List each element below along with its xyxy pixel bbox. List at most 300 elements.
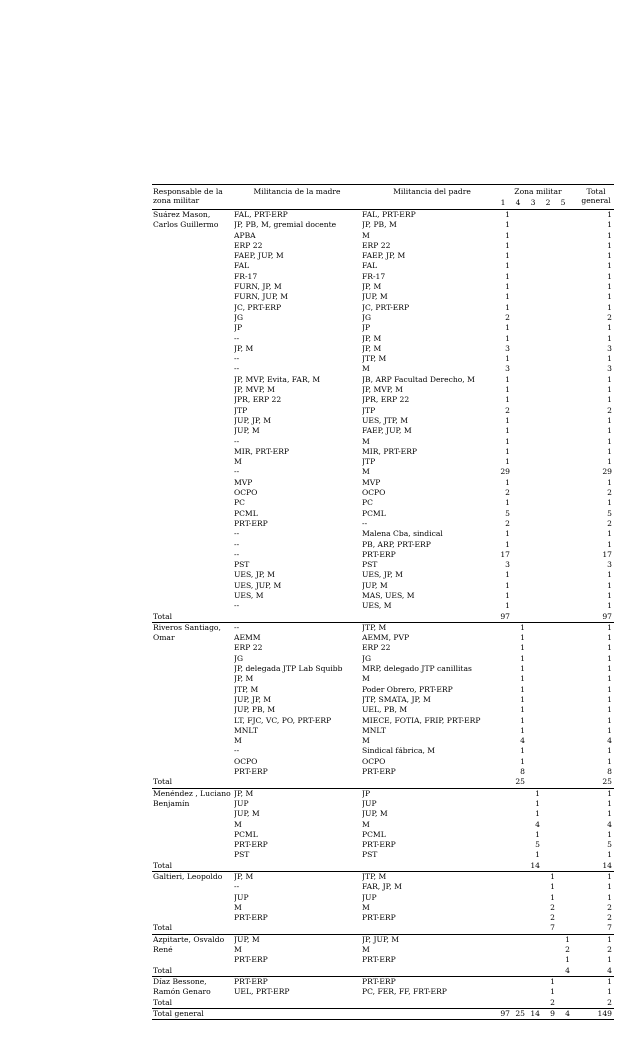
row-total: 1 [607,622,612,632]
militancia-padre: FAL [362,261,378,271]
row-total: 3 [607,343,612,353]
militancia-madre: PC [234,498,245,508]
row-total: 1 [607,788,612,798]
row-total: 1 [607,292,612,302]
row-total: 1 [607,829,612,839]
table-row [152,210,614,220]
zone-count: 1 [505,395,510,405]
table-row [152,664,614,674]
militancia-madre: M [234,819,242,829]
militancia-madre: JTP, M [234,684,259,694]
militancia-madre: JP, M [234,872,254,881]
table-row [152,945,614,955]
block-total-row [152,777,614,787]
table-row [152,560,614,570]
block-total-zone: 7 [550,923,555,933]
row-total: 2 [607,405,612,415]
block-total-zone: 25 [515,777,525,787]
table-row [152,437,614,447]
militancia-padre: PRT-ERP [362,840,396,850]
block-total-row [152,998,614,1008]
table-row [152,726,614,736]
militancia-padre: JP, JUP, M [362,934,400,944]
militancia-padre: ERP 22 [362,643,391,653]
table-row [152,385,614,395]
row-total: 2 [607,312,612,322]
militancia-madre: FAL [234,261,250,271]
militancia-padre: MRP, delegado JTP canillitas [362,664,472,674]
zone-count: 1 [505,426,510,436]
militancia-padre: JUP [362,798,377,808]
zone-count: 1 [505,570,510,580]
row-total: 4 [607,736,612,746]
block-total-value: 97 [602,611,612,621]
militancia-table [152,184,614,1020]
militancia-madre: JUP, M [234,809,260,819]
table-row [152,695,614,705]
militancia-madre: ERP 22 [234,643,263,653]
table-row [152,241,614,251]
zone-count: 1 [505,282,510,292]
militancia-padre: JP, M [362,343,382,353]
zone-count: 1 [505,477,510,487]
zone-count: 1 [520,705,525,715]
militancia-madre: JP, MVP, Evita, FAR, M [234,374,321,384]
militancia-madre: APBA [234,230,256,240]
zone-count: 1 [505,271,510,281]
grand-total-label: Total general [153,1008,204,1018]
militancia-madre: MNLT [234,725,258,735]
row-total: 1 [607,230,612,240]
table-row [152,478,614,488]
militancia-padre: JB, ARP Facultad Derecho, M [362,374,475,384]
militancia-madre: AEMM [234,633,261,643]
militancia-madre: ERP 22 [234,240,263,250]
block-total-row [152,966,614,976]
table-row [152,426,614,436]
militancia-padre: PRT-ERP [362,955,396,965]
table-row [152,674,614,684]
table-row [152,716,614,726]
zone-count: 4 [535,819,540,829]
table-row [152,231,614,241]
zone-count: 1 [520,746,525,756]
militancia-padre: MNLT [362,725,386,735]
table-row [152,955,614,965]
militancia-padre: PCML [362,508,386,518]
table-row [152,987,614,997]
militancia-padre: M [362,230,370,240]
row-total: 1 [607,934,612,944]
row-total: 1 [607,415,612,425]
zone-count: 1 [505,240,510,250]
militancia-madre: JC, PRT-ERP [234,302,282,312]
militancia-madre: MVP [234,477,253,487]
header-zone-5: 5 [560,198,566,207]
militancia-madre: -- [234,436,240,446]
responsable-name: Suárez Mason, Carlos Guillermo [153,210,219,229]
row-total: 2 [607,488,612,498]
row-total: 17 [602,549,612,559]
block-total-row [152,861,614,871]
zone-count: 1 [505,498,510,508]
header-madre: Militancia de la madre [253,187,341,196]
row-total: 1 [607,385,612,395]
zone-count: 1 [505,601,510,611]
table-row [152,913,614,923]
responsable-block [152,622,614,788]
table-row [152,550,614,560]
header-zone-1: 1 [500,198,506,207]
militancia-padre: M [362,819,370,829]
militancia-padre: JP, M [362,333,382,343]
zone-count: 2 [505,488,510,498]
table-row [152,840,614,850]
militancia-padre: JUP, M [362,580,388,590]
row-total: 8 [607,767,612,777]
militancia-padre: JTP, M [362,354,387,364]
militancia-madre: -- [234,549,240,559]
zone-count: 1 [520,674,525,684]
table-row [152,251,614,261]
zone-count: 1 [565,934,570,944]
zone-count: 1 [550,892,555,902]
militancia-madre: JUP, M [234,934,260,944]
grand-total-row [152,1008,614,1020]
row-total: 1 [607,436,612,446]
militancia-madre: JUP, PB, M [234,705,276,715]
header-zona: Zona militar [514,187,562,196]
table-row [152,643,614,653]
block-total-label: Total [153,860,173,870]
zone-count: 1 [505,446,510,456]
table-row [152,935,614,945]
zone-count: 1 [535,809,540,819]
militancia-madre: FURN, JP, M [234,282,282,292]
zone-count: 3 [505,560,510,570]
militancia-padre: UES, JTP, M [362,415,408,425]
militancia-padre: MVP [362,477,381,487]
militancia-padre: AEMM, PVP [362,633,410,643]
militancia-padre: JG [362,312,372,322]
militancia-madre: JP, PB, M, gremial docente [234,220,337,230]
militancia-padre: JUP [362,892,377,902]
block-total-label: Total [153,923,173,933]
zone-count: 1 [505,539,510,549]
militancia-madre: -- [234,622,240,632]
zone-count: 1 [520,622,525,632]
militancia-madre: PCML [234,829,258,839]
table-row [152,570,614,580]
table-row [152,601,614,611]
table-row [152,467,614,477]
militancia-padre: PST [362,560,378,570]
zone-count: 1 [520,664,525,674]
zone-count: 1 [520,643,525,653]
responsable-name: Díaz Bessone, Ramón Genaro [153,976,211,996]
row-total: 5 [607,508,612,518]
militancia-padre: JTP [362,405,376,415]
table-row [152,261,614,271]
militancia-madre: PST [234,560,250,570]
responsable-block [152,210,614,622]
row-total: 1 [607,850,612,860]
grand-total-zone-5: 4 [565,1008,570,1018]
militancia-padre: PRT-ERP [362,767,396,777]
militancia-padre: M [362,467,370,477]
row-total: 2 [607,913,612,923]
militancia-padre: UES, M [362,601,392,611]
block-total-zone: 4 [565,965,570,975]
row-total: 1 [607,580,612,590]
row-total: 1 [607,354,612,364]
zone-count: 1 [520,725,525,735]
table-row [152,498,614,508]
table-header [152,184,614,210]
header-zone-2: 2 [545,198,551,207]
responsable-name: Azpitarte, Osvaldo René [153,934,225,954]
table-row [152,809,614,819]
zone-count: 1 [550,987,555,997]
militancia-padre: JP [362,788,371,798]
militancia-madre: JUP, M [234,426,260,436]
militancia-padre: M [362,902,370,912]
zone-count: 1 [505,261,510,271]
militancia-padre: JUP, M [362,292,388,302]
grand-total-zone-4: 25 [515,1008,525,1018]
table-row [152,529,614,539]
militancia-padre: JTP [362,457,376,467]
militancia-padre: FAEP, JUP, M [362,426,412,436]
table-row [152,406,614,416]
row-total: 1 [607,756,612,766]
row-total: 1 [607,892,612,902]
responsable-block [152,934,614,976]
militancia-padre: JUP, M [362,809,388,819]
responsable-name: Riveros Santiago, Omar [153,622,221,642]
row-total: 1 [607,210,612,219]
zone-count: 2 [505,312,510,322]
militancia-padre: M [362,364,370,374]
militancia-madre: JG [234,653,244,663]
zone-count: 3 [505,343,510,353]
block-total-label: Total [153,965,173,975]
table-row [152,591,614,601]
militancia-madre: -- [234,882,240,892]
row-total: 1 [607,705,612,715]
grand-total-zone-1: 97 [500,1008,510,1018]
zone-count: 1 [535,850,540,860]
row-total: 4 [607,819,612,829]
table-row [152,354,614,364]
militancia-padre: JP, PB, M [362,220,397,230]
militancia-padre: JP [362,323,371,333]
militancia-madre: -- [234,539,240,549]
militancia-madre: OCPO [234,488,258,498]
row-total: 1 [607,302,612,312]
row-total: 1 [607,240,612,250]
militancia-madre: PRT-ERP [234,518,268,528]
row-total: 1 [607,664,612,674]
row-total: 1 [607,872,612,881]
militancia-padre: JTP, M [362,622,387,632]
militancia-padre: PC [362,498,373,508]
militancia-madre: -- [234,333,240,343]
table-row [152,220,614,230]
block-total-label: Total [153,997,173,1007]
militancia-madre: UES, JP, M [234,570,275,580]
block-total-zone: 2 [550,997,555,1007]
militancia-padre: PC, FER, FF, FRT-ERP [362,987,447,997]
table-row [152,799,614,809]
grand-total-zone-2: 9 [550,1008,555,1018]
row-total: 1 [607,809,612,819]
row-total: 1 [607,477,612,487]
header-responsable: Responsable de la zona militar [153,187,223,205]
row-total: 1 [607,570,612,580]
table-row [152,334,614,344]
militancia-padre: OCPO [362,488,386,498]
zone-count: 2 [505,518,510,528]
militancia-madre: JUP, JP, M [234,694,272,704]
militancia-padre: FAR, JP, M [362,882,402,892]
zone-count: 1 [505,436,510,446]
block-total-value: 14 [602,860,612,870]
table-row [152,736,614,746]
militancia-madre: JP, delegada JTP Lab Squibb [234,664,343,674]
militancia-madre: -- [234,746,240,756]
militancia-madre: UES, M [234,590,264,600]
row-total: 1 [607,374,612,384]
table-row [152,540,614,550]
zone-count: 5 [505,508,510,518]
header-zone-4: 4 [515,198,521,207]
zone-count: 1 [550,882,555,892]
militancia-madre: UEL, PRT-ERP [234,987,290,997]
table-row [152,820,614,830]
zone-count: 1 [565,955,570,965]
zone-count: 8 [520,767,525,777]
table-row [152,789,614,799]
militancia-madre: JP, M [234,788,254,798]
table-row [152,282,614,292]
militancia-padre: PRT-ERP [362,913,396,923]
row-total: 1 [607,333,612,343]
zone-count: 1 [505,302,510,312]
militancia-padre: ERP 22 [362,240,391,250]
table-row [152,488,614,498]
row-total: 1 [607,987,612,997]
zone-count: 1 [520,694,525,704]
militancia-padre: MIECE, FOTIA, FRIP, PRT-ERP [362,715,481,725]
militancia-madre: FURN, JUP, M [234,292,288,302]
table-row [152,757,614,767]
militancia-padre: M [362,674,370,684]
militancia-madre: PRT-ERP [234,840,268,850]
table-row [152,272,614,282]
militancia-madre: JUP, JP, M [234,415,272,425]
row-total: 1 [607,976,612,986]
zone-count: 1 [505,590,510,600]
zone-count: 1 [535,798,540,808]
militancia-padre: Malena Cba, sindical [362,529,443,539]
zone-count: 1 [505,374,510,384]
row-total: 1 [607,498,612,508]
militancia-padre: JP, MVP, M [362,385,403,395]
table-row [152,746,614,756]
table-body [152,210,614,1008]
militancia-padre: PRT-ERP [362,549,396,559]
militancia-madre: -- [234,529,240,539]
zone-count: 1 [505,230,510,240]
table-row [152,395,614,405]
table-row [152,509,614,519]
responsable-name: Menéndez , Luciano Benjamín [153,788,231,808]
row-total: 1 [607,601,612,611]
block-total-value: 2 [607,997,612,1007]
militancia-madre: FAEP, JUP, M [234,251,284,261]
militancia-padre: PCML [362,829,386,839]
zone-count: 1 [550,872,555,881]
row-total: 1 [607,694,612,704]
table-row [152,882,614,892]
responsable-block [152,788,614,871]
row-total: 1 [607,323,612,333]
block-total-row [152,923,614,933]
table-row [152,581,614,591]
table-row [152,457,614,467]
militancia-padre: PST [362,850,378,860]
militancia-madre: JG [234,312,244,322]
row-total: 1 [607,282,612,292]
militancia-madre: JUP [234,798,249,808]
table-row [152,375,614,385]
row-total: 1 [607,684,612,694]
zone-count: 1 [505,457,510,467]
table-row [152,447,614,457]
zone-count: 1 [505,415,510,425]
militancia-madre: JPR, ERP 22 [234,395,282,405]
row-total: 5 [607,840,612,850]
table-row [152,292,614,302]
row-total: 2 [607,518,612,528]
row-total: 1 [607,798,612,808]
militancia-madre: M [234,945,242,955]
block-total-zone: 14 [530,860,540,870]
zone-count: 1 [505,580,510,590]
zone-count: 2 [505,405,510,415]
table-row [152,416,614,426]
militancia-padre: UEL, PB, M [362,705,408,715]
row-total: 29 [602,467,612,477]
row-total: 1 [607,633,612,643]
table-row [152,830,614,840]
militancia-padre: MAS, UES, M [362,590,415,600]
block-total-zone: 97 [500,611,510,621]
row-total: 1 [607,955,612,965]
responsable-name: Galtieri, Leopoldo [153,872,223,881]
zone-count: 1 [505,251,510,261]
militancia-padre: JG [362,653,372,663]
zone-count: 5 [535,840,540,850]
responsable-block [152,871,614,934]
row-total: 1 [607,590,612,600]
militancia-padre: JC, PRT-ERP [362,302,410,312]
row-total: 1 [607,882,612,892]
table-row [152,519,614,529]
row-total: 1 [607,725,612,735]
table-row [152,654,614,664]
